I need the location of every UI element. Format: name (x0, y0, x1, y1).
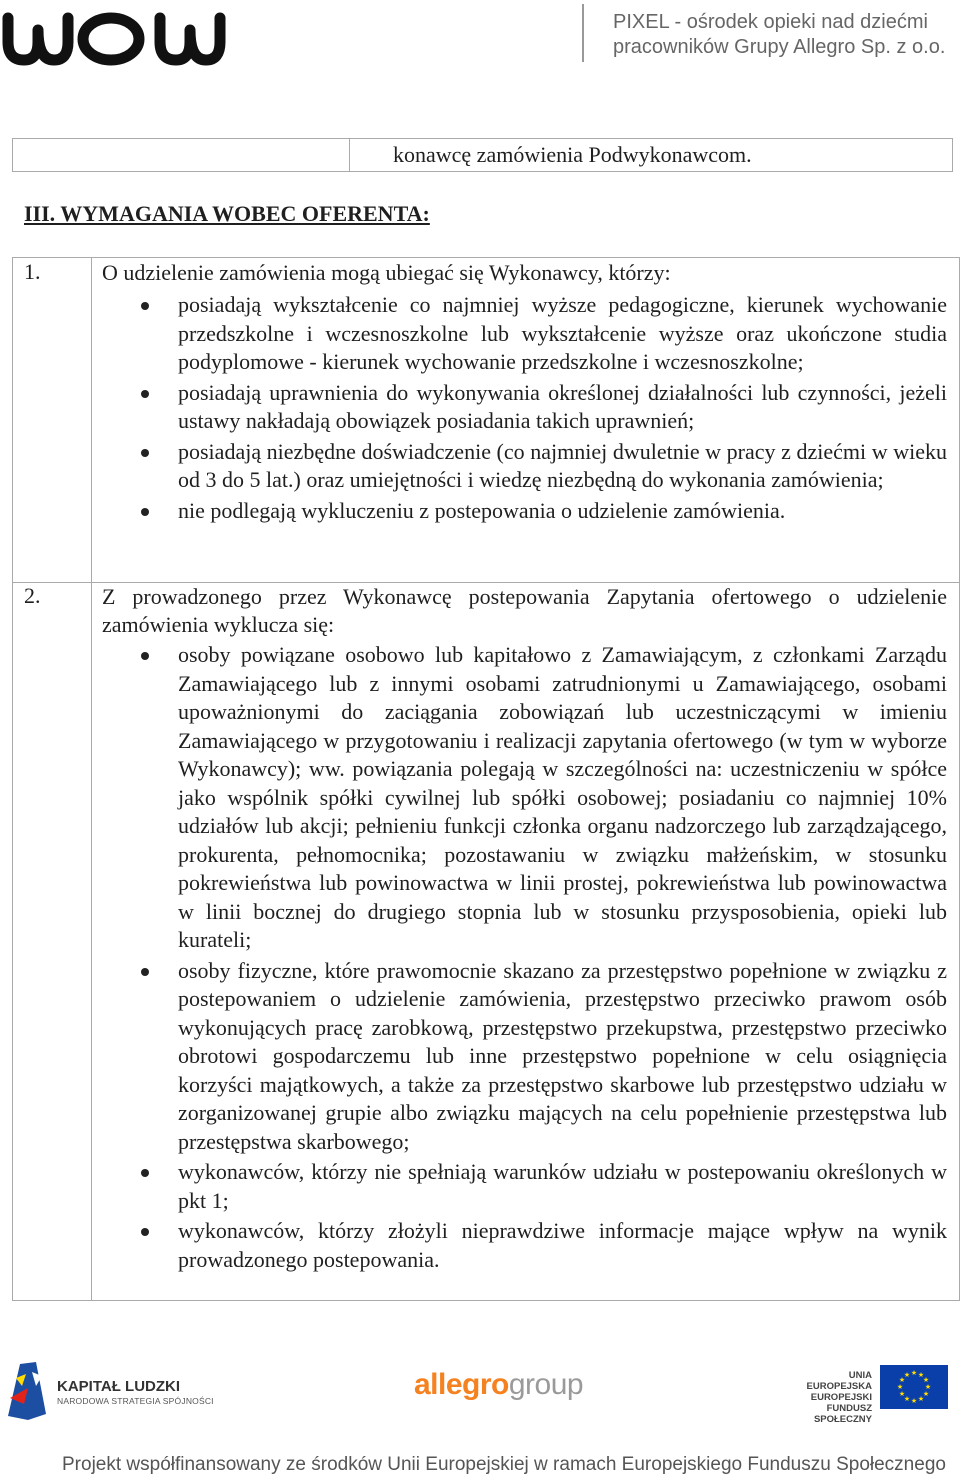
bullet-icon (141, 968, 149, 976)
header-separator (582, 4, 584, 62)
wow-logo (0, 8, 228, 68)
svg-text:★: ★ (917, 1371, 925, 1379)
eu-fund-label: UNIA EUROPEJSKA EUROPEJSKI FUNDUSZ SPOŁECZNY (806, 1370, 872, 1425)
list-item: wykonawców, którzy nie spełniają warunków udziału w postepowaniu określonych w pkt 1; (134, 1158, 947, 1215)
section-title: III. WYMAGANIA WOBEC OFERENTA: (24, 201, 430, 226)
list-item: posiadają niezbędne doświadczenie (co najmniej dwuletnie w pracy z dziećmi w wieku od 3 do 5 lat.) oraz umiejętności i wiedzę niezbędną do wykonania zamówienia; (134, 438, 947, 495)
list-item: osoby fizyczne, które prawomocnie skazano za przestępstwo popełnione w związku z postepowaniem o udzielenie zamówienia, przestępstwo przeciwko prawom osób wykonujących pracę zarobkową, przestępstwo przekupstwa, przestępstwo przeciwko obrotowi gospodarczemu lub inne przestępstwo popełnione w celu osiągnięcia korzyści majątkowych, a także za przestępstwo skarbowe lub przestępstwo udziału w zorganizowanej grupie albo związku mających na celu popełnienie przestępstwa lub przestępstwa skarbowego; (134, 957, 947, 1157)
svg-text:★: ★ (910, 1397, 918, 1405)
svg-text:★: ★ (898, 1390, 906, 1398)
list-item: wykonawców, którzy złożyli nieprawdziwe informacje mające wpływ na wynik prowadzonego postepowania. (134, 1217, 947, 1274)
eligibility-list (134, 291, 947, 527)
bullet-icon (141, 508, 149, 516)
eu-flag-icon (880, 1365, 948, 1409)
footer (0, 1350, 960, 1479)
list-item: osoby powiązane osobowo lub kapitałowo z Zamawiającym, z członkami Zarządu Zamawiającego lub z innymi osobami zatrudnionymi u Zamawiającego, osobami upoważnionymi do zaciągania zobowiązań lub uczestniczącymi w imieniu Zamawiającego w przygotowaniu i realizacji zapytania ofertowego (w tym w wyborze Wykonawcy); ww. powiązania polegają w szczególności na: uczestniczeniu w spółce jako wspólnik spółki cywilnej lub spółki osobowej; posiadaniu co najmniej 10% udziałów lub akcji; pełnieniu funkcji członka organu nadzorczego lub zarządzającego, prokurenta, pełnomocnika; pozostawaniu w związku małżeńskim, w stosunku pokrewieństwa lub powinowactwa w linii prostej, pokrewieństwa lub powinowactwa w linii bocznej do drugiego stopnia lub w stosunku przysposobienia, opieki lub kurateli; (134, 641, 947, 955)
bullet-icon (141, 390, 149, 398)
kapital-ludzki-icon (6, 1358, 50, 1420)
item-intro-2: Z prowadzonego przez Wykonawcę postepowania Zapytania ofertowego o udzielenie zamówienia wyklucza się: (102, 584, 947, 637)
svg-text:★: ★ (922, 1376, 930, 1384)
svg-text:★: ★ (898, 1376, 906, 1384)
continuation-text: konawcę zamówienia Podwykonawcom. (393, 142, 752, 167)
organization-name (613, 10, 945, 60)
exclusion-list (134, 641, 947, 1276)
allegro-group-logo: allegrogroup (414, 1368, 584, 1401)
continuation-table (12, 138, 953, 172)
bullet-icon (141, 1228, 149, 1236)
item-intro-1: O udzielenie zamówienia mogą ubiegać się Wykonawcy, którzy: (102, 260, 671, 285)
bullet-icon (141, 1169, 149, 1177)
kapital-ludzki-subtitle: NARODOWA STRATEGIA SPÓJNOŚCI (57, 1396, 214, 1406)
bullet-icon (141, 652, 149, 660)
svg-text:★: ★ (896, 1383, 904, 1391)
bullet-icon (141, 302, 149, 310)
svg-text:★: ★ (924, 1383, 932, 1391)
bullet-icon (141, 449, 149, 457)
item-number-1: 1. (24, 259, 41, 284)
kapital-ludzki-title: KAPITAŁ LUDZKI (57, 1378, 181, 1395)
list-item: nie podlegają wykluczeniu z postepowania o udzielenie zamówienia. (134, 497, 947, 526)
cofinancing-note: Projekt współfinansowany ze środków Unii Europejskiej w ramach Europejskiego Funduszu Społecznego (62, 1454, 946, 1475)
svg-text:★: ★ (922, 1390, 930, 1398)
list-item: posiadają uprawnienia do wykonywania określonej działalności lub czynności, jeżeli ustawy nakładają obowiązek posiadania takich uprawnień; (134, 379, 947, 436)
svg-text:★: ★ (910, 1369, 918, 1377)
list-item: posiadają wykształcenie co najmniej wyższe pedagogiczne, kierunek wychowanie przedszkolne i wczesnoszkolne lub wykształcenie wyższe oraz ukończone studia podyplomowe - kierunek wychowanie przedszkolne i wczesnoszkolne; (134, 291, 947, 377)
organization-line-2: pracowników Grupy Allegro Sp. z o.o. (613, 36, 946, 58)
organization-line-1: PIXEL - ośrodek opieki nad dziećmi (613, 11, 928, 33)
item-number-2: 2. (24, 583, 41, 608)
svg-text:★: ★ (917, 1395, 925, 1403)
svg-text:★: ★ (903, 1395, 911, 1403)
svg-text:★: ★ (903, 1371, 911, 1379)
